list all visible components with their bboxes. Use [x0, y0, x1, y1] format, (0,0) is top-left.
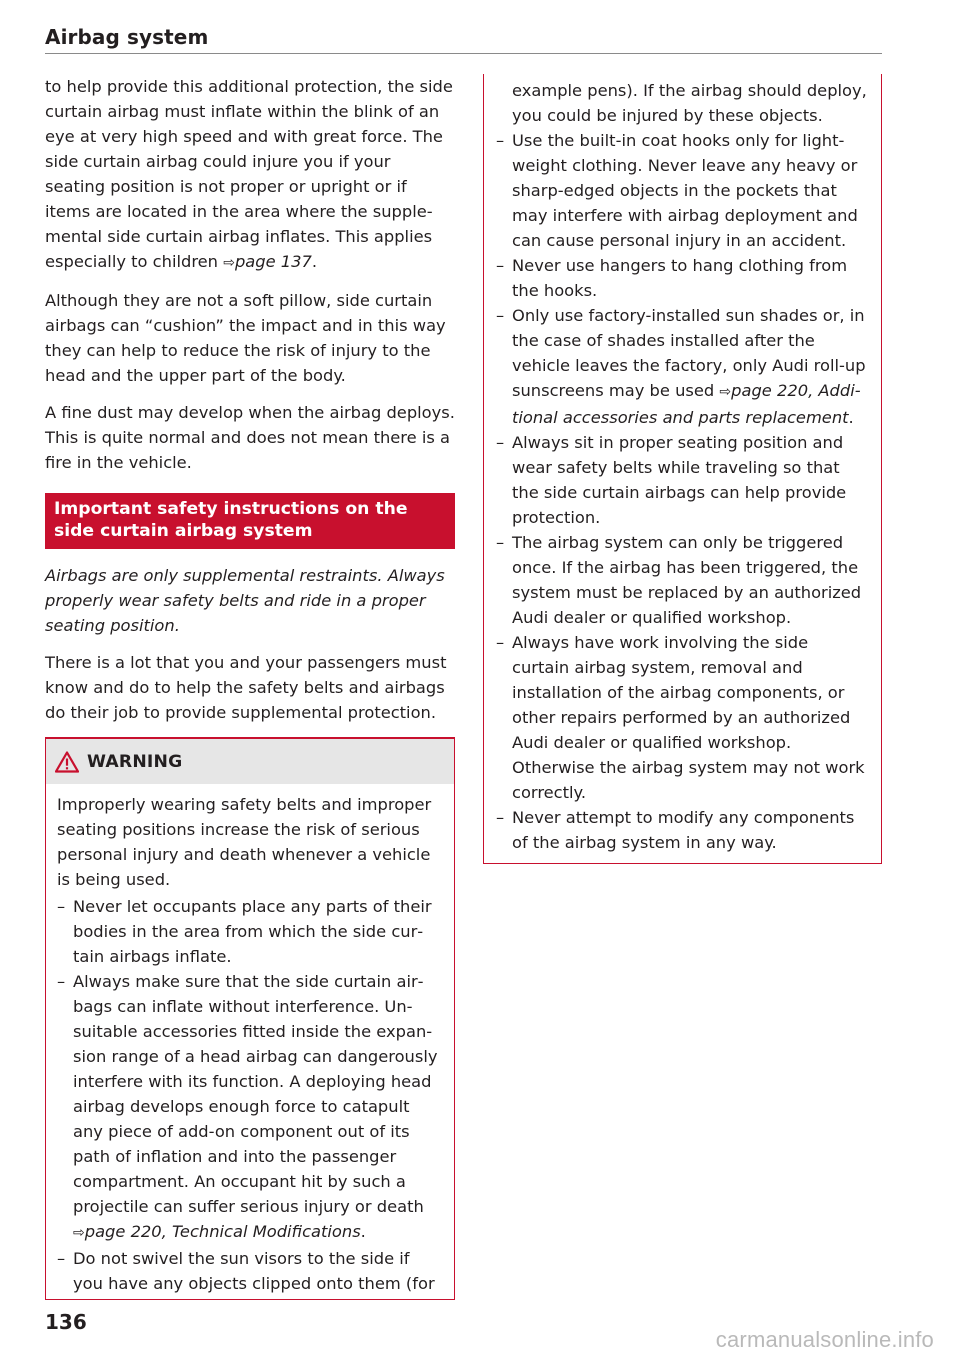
list-item: – Never attempt to modify any components of the airbag system in any way. [496, 805, 869, 855]
warning-body [46, 784, 454, 1299]
warning-list [57, 894, 442, 1296]
left-column [45, 74, 455, 1300]
list-item: – Use the built-in coat hooks only for lightweight clothing. Never leave any heavy or sharp-edged objects in the pockets that may interfere with airbag deployment and can cause personal injury in an accident. [496, 128, 869, 253]
watermark: carmanualsonline.info [715, 1327, 934, 1352]
warning-title: WARNING [87, 751, 183, 772]
warning-triangle-icon [55, 751, 79, 773]
list-item: – Always have work involving the side curtain airbag system, removal and installation of the airbag components, or other repairs performed by an authorized Audi dealer or qualified workshop. Otherwise the airbag system may not work correctly. [496, 630, 869, 805]
warning-box [45, 737, 455, 1300]
paragraph: There is a lot that you and your passengers must know and do to help the safety belts and airbags do their job to provide supplemental protection. [45, 653, 447, 722]
page-title: Airbag system [45, 25, 209, 49]
paragraph: to help provide this additional protection, the side curtain airbag must inflate within the blink of an eye at very high speed and with great force. The side curtain airbag could injure you if your seating position is not proper or upright or if items are located in the area where the supplemental side curtain airbag inflates. This applies especially to children ⇨page 137. [45, 77, 453, 271]
intro-italic: Airbags are only supplemental restraints. Always properly wear safety belts and ride in a proper seating position. [45, 566, 445, 635]
warning-intro: Improperly wearing safety belts and improper seating positions increase the risk of serious personal injury and death whenever a vehicle is being used. [57, 795, 432, 889]
reference-arrow-icon: ⇨ [73, 1225, 85, 1241]
page-number: 136 [45, 1310, 87, 1334]
paragraph: A fine dust may develop when the airbag deploys. This is quite normal and does not mean there is a fire in the vehicle. [45, 403, 455, 472]
list-item: – Only use factory-installed sun shades or, in the case of shades installed after the vehicle leaves the factory, only Audi roll-up sunscreens may be used ⇨page 220, Additional accessories and parts replacement. [496, 303, 869, 430]
page-reference-link[interactable]: page 137 [234, 252, 312, 271]
warning-continuation-box [483, 74, 882, 864]
reference-arrow-icon: ⇨ [223, 255, 235, 271]
list-item: – The airbag system can only be triggered once. If the airbag has been triggered, the system must be replaced by an authorized Audi dealer or qualified workshop. [496, 530, 869, 630]
list-item: – Never use hangers to hang clothing from the hooks. [496, 253, 869, 303]
section-heading: Important safety instructions on the side curtain airbag system [45, 493, 455, 549]
list-item: – Always sit in proper seating position and wear safety belts while traveling so that the side curtain airbags can help provide protection. [496, 430, 869, 530]
right-column [483, 74, 882, 864]
list-item: – Do not swivel the sun visors to the side if you have any objects clipped onto them (for [57, 1246, 442, 1296]
warning-header [46, 738, 454, 784]
page-reference-link[interactable]: page 220, Additional accessories and parts replacement [512, 381, 861, 427]
page-reference-link[interactable]: page 220, Technical Modifications [84, 1222, 361, 1241]
warning-list [496, 128, 869, 855]
continuation-text: example pens). If the airbag should deploy, you could be injured by these objects. [512, 81, 867, 125]
list-item: – Always make sure that the side curtain airbags can inflate without interference. Unsuitable accessories fitted inside the expansion range of a head airbag can dangerously interfere with its function. A deploying head airbag develops enough force to catapult any piece of add-on component out of its path of inflation and into the passenger compartment. An occupant hit by such a projectile can suffer serious injury or death ⇨page 220, Technical Modifications. [57, 969, 442, 1246]
page-header [45, 26, 882, 54]
reference-arrow-icon: ⇨ [719, 384, 732, 400]
paragraph: Although they are not a soft pillow, side curtain airbags can “cushion” the impact and in this way they can help to reduce the risk of injury to the head and the upper part of the body. [45, 291, 446, 385]
list-item: – Never let occupants place any parts of their bodies in the area from which the side curtain airbags inflate. [57, 894, 442, 969]
